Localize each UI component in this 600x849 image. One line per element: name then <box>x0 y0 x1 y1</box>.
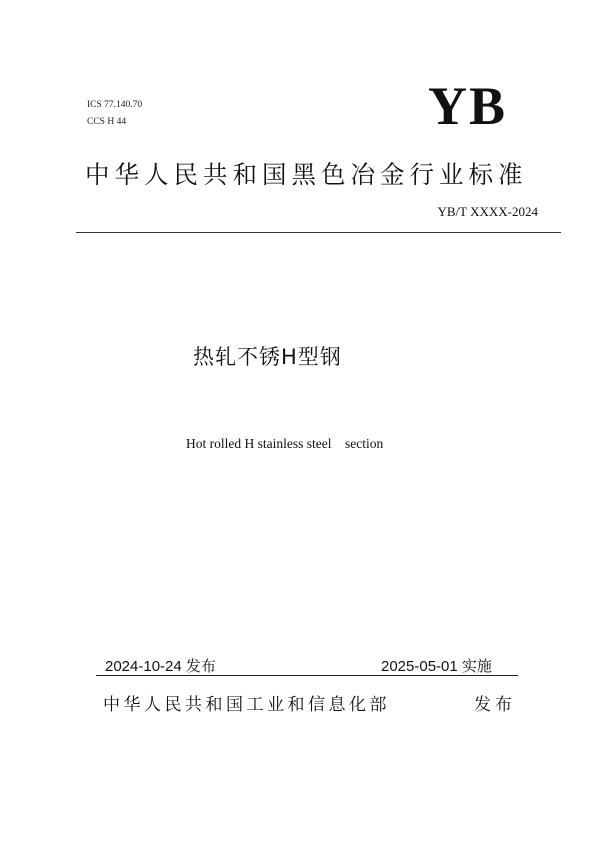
document-title-english: Hot rolled H stainless steel section <box>186 436 384 451</box>
document-title-chinese: 热轧不锈H型钢 <box>193 345 342 369</box>
issuing-authority: 中华人民共和国工业和信息化部 <box>103 695 390 715</box>
standard-number: YB/T XXXX-2024 <box>437 204 538 219</box>
ics-code: ICS 77.140.70 <box>87 100 143 110</box>
implementation-date: 2025-05-01 实施 <box>381 658 492 675</box>
standard-category-title: 中华人民共和国黑色冶金行业标准 <box>85 160 528 189</box>
ccs-code: CCS H 44 <box>87 117 127 127</box>
publish-date: 2024-10-24 发布 <box>105 658 216 675</box>
issue-label: 发布 <box>474 695 516 715</box>
date-divider <box>96 675 518 676</box>
header-divider <box>76 232 561 233</box>
yb-logo: YB <box>428 76 508 136</box>
